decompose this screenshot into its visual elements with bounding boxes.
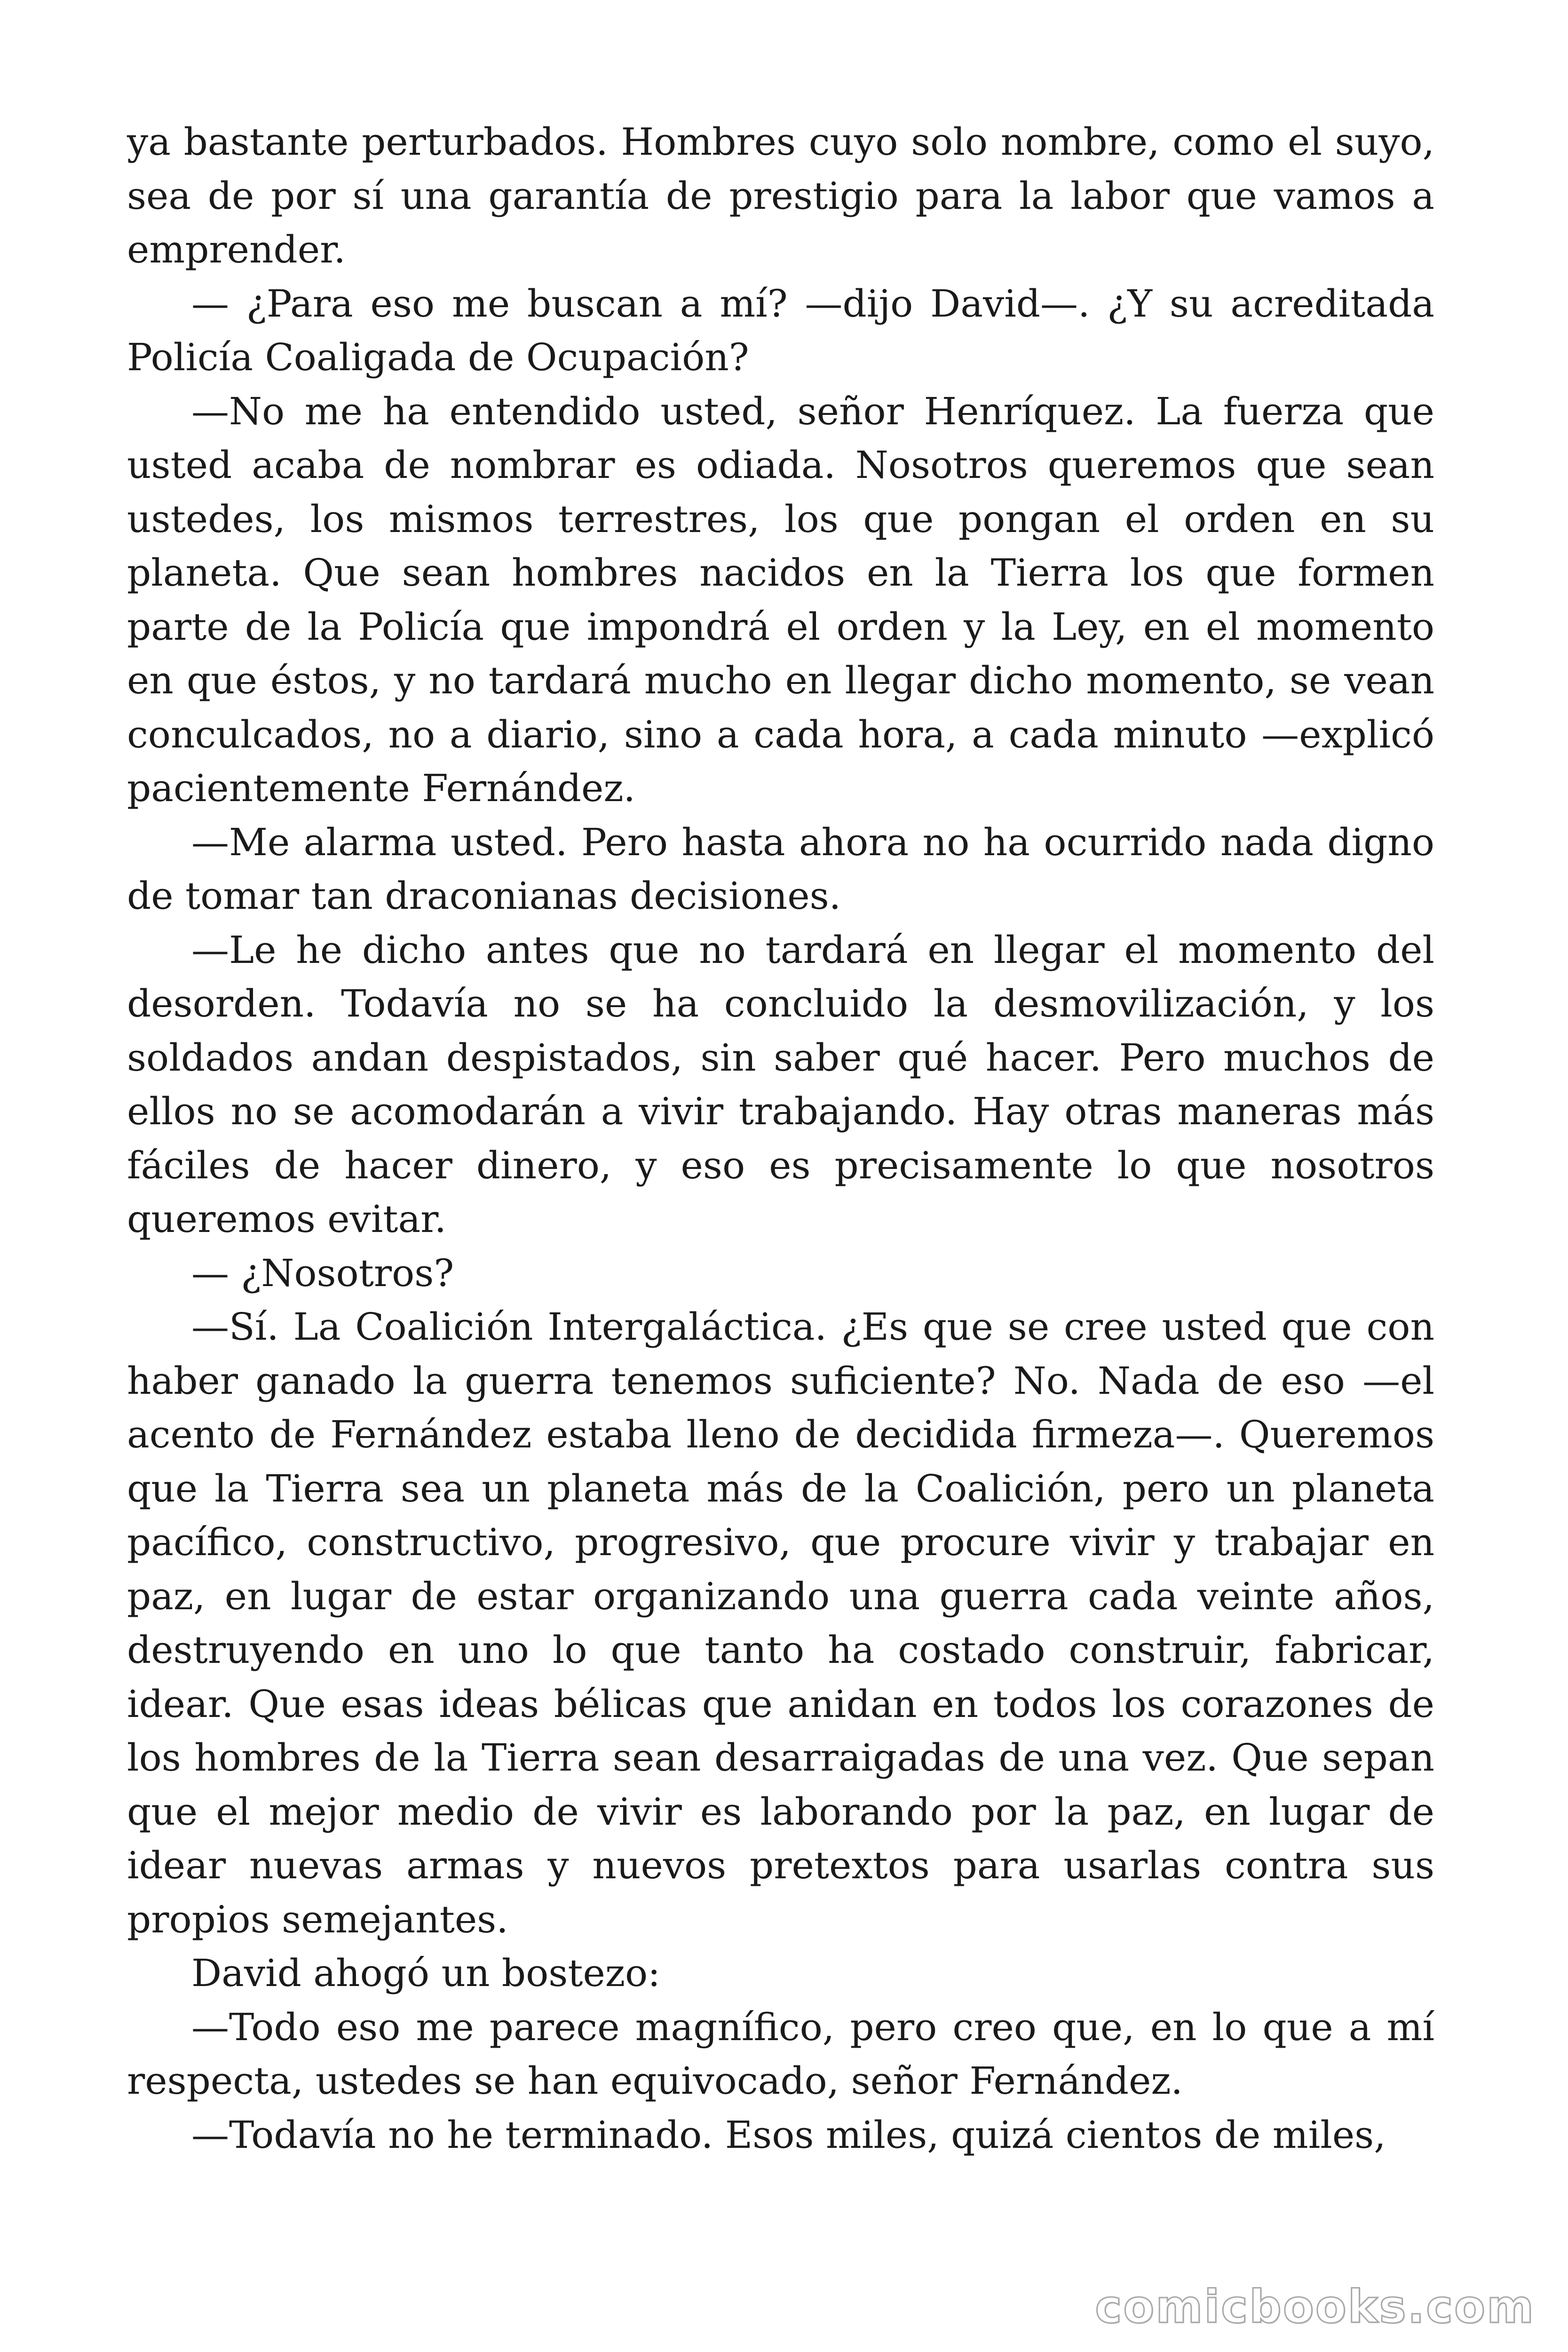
paragraph-4: —Me alarma usted. Pero hasta ahora no ha ocurrido nada digno de tomar tan draconianas decisiones. [127, 820, 1434, 918]
paragraph-9: —Todo eso me parece magnífico, pero creo que, en lo que a mí respecta, ustedes se han equivocado, señor Fernández. [127, 2005, 1434, 2103]
watermark: comicbooks.com [1095, 2280, 1535, 2333]
paragraph-8: David ahogó un bostezo: [191, 1951, 661, 1995]
page-body [127, 115, 1434, 2162]
paragraph-3: —No me ha entendido usted, señor Henríquez. La fuerza que usted acaba de nombrar es odiada. Nosotros queremos que sean ustedes, los mismos terrestres, los que pongan el orden en su planeta. Que sean hombres nacidos en la Tierra los que formen parte de la Policía que impondrá el orden y la Ley, en el momento en que éstos, y no tardará mucho en llegar dicho momento, se vean conculcados, no a diario, sino a cada hora, a cada minuto —explicó pacientemente Fernández. [127, 389, 1434, 810]
paragraph-6: — ¿Nosotros? [191, 1251, 454, 1295]
paragraph-7: —Sí. La Coalición Intergaláctica. ¿Es que se cree usted que con haber ganado la guerra tenemos suficiente? No. Nada de eso —el acento de Fernández estaba lleno de decidida firmeza—. Queremos que la Tierra sea un planeta más de la Coalición, pero un planeta pacífico, constructivo, progresivo, que procure vivir y trabajar en paz, en lugar de estar organizando una guerra cada veinte años, destruyendo en uno lo que tanto ha costado construir, fabricar, idear. Que esas ideas bélicas que anidan en todos los corazones de los hombres de la Tierra sean desarraigadas de una vez. Que sepan que el mejor medio de vivir es laborando por la paz, en lugar de idear nuevas armas y nuevos pretextos para usarlas contra sus propios semejantes. [127, 1305, 1434, 1941]
paragraph-1: ya bastante perturbados. Hombres cuyo solo nombre, como el suyo, sea de por sí una garantía de prestigio para la labor que vamos a emprender. [127, 120, 1434, 271]
paragraph-10: —Todavía no he terminado. Esos miles, quizá cientos de miles, [191, 2113, 1386, 2157]
paragraph-2: — ¿Para eso me buscan a mí? —dijo David—. ¿Y su acreditada Policía Coaligada de Ocupación? [127, 281, 1434, 379]
paragraph-5: —Le he dicho antes que no tardará en llegar el momento del desorden. Todavía no se ha concluido la desmovilización, y los soldados andan despistados, sin saber qué hacer. Pero muchos de ellos no se acomodarán a vivir trabajando. Hay otras maneras más fáciles de hacer dinero, y eso es precisamente lo que nosotros queremos evitar. [127, 928, 1434, 1241]
